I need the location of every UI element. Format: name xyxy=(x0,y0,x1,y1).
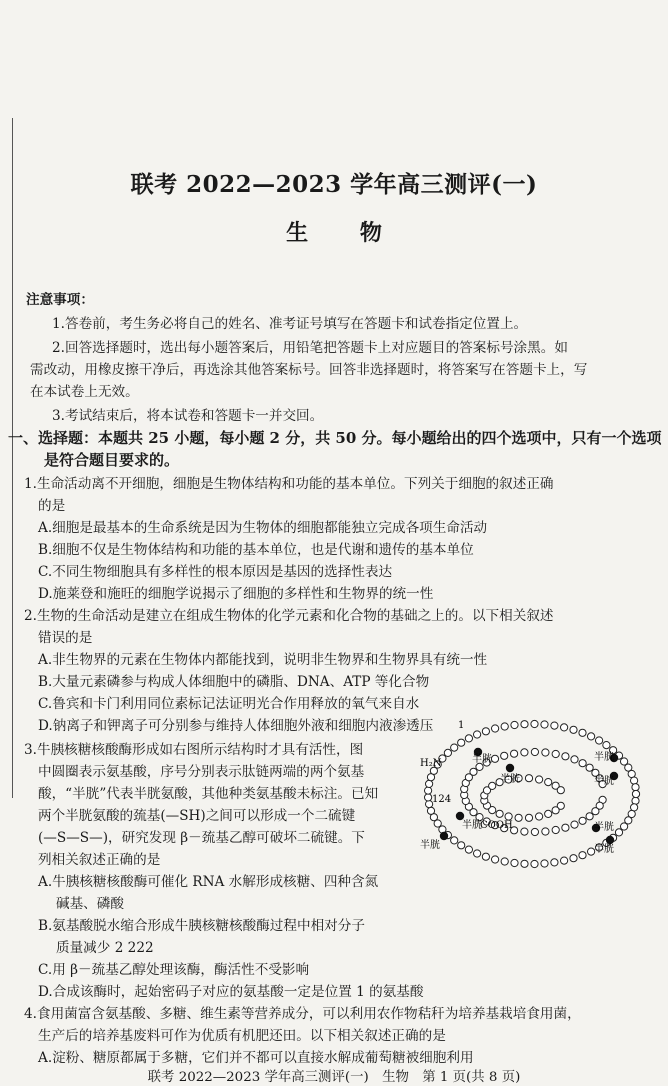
cysteine-marker xyxy=(440,832,448,840)
cysteine-marker xyxy=(506,764,514,772)
q1-stem-line-1: 1.生命活动离不开细胞，细胞是生物体结构和功能的基本单位。下列关于细胞的叙述正确 xyxy=(24,476,554,492)
amino-acid-bead xyxy=(511,721,518,728)
q3-option-a-line-1: A.牛胰核糖核酸酶可催化 RNA 水解形成核糖、四种含氮 xyxy=(38,874,379,890)
q2-stem-line-2: 错误的是 xyxy=(38,630,93,646)
amino-acid-bead xyxy=(588,733,595,740)
amino-acid-bead xyxy=(496,810,503,817)
amino-acid-bead xyxy=(451,744,458,751)
label-cys-1: 半胱 xyxy=(472,754,492,765)
label-cys-7: 半胱 xyxy=(420,840,440,851)
amino-acid-bead xyxy=(586,764,593,771)
note-item-1: 1.答卷前，考生务必将自己的姓名、准考证号填写在答题卡和试卷指定位置上。 xyxy=(52,316,528,332)
notes-heading: 注意事项： xyxy=(26,292,94,308)
q4-option-a: A.淀粉、糖原都属于多糖，它们并不都可以直接水解成葡萄糖被细胞利用 xyxy=(38,1050,474,1066)
amino-acid-bead xyxy=(474,850,481,857)
label-cys-3: 半胱 xyxy=(594,752,614,763)
amino-acid-bead xyxy=(632,790,639,797)
amino-acid-bead xyxy=(592,808,599,815)
amino-acid-bead xyxy=(465,735,472,742)
amino-acid-bead xyxy=(562,753,569,760)
amino-acid-bead xyxy=(531,748,538,755)
label-position-1: 1 xyxy=(458,720,465,731)
amino-acid-bead xyxy=(521,749,528,756)
amino-acid-bead xyxy=(474,731,481,738)
label-cys-2: 半胱 xyxy=(500,774,520,785)
q2-option-a: A.非生物界的元素在生物体内都能找到，说明非生物界和生物界具有统一性 xyxy=(38,652,488,668)
amino-acid-bead xyxy=(515,814,522,821)
subject-title: 生 物 xyxy=(286,220,404,246)
label-position-124: 124 xyxy=(432,794,452,805)
label-cooh: COOH xyxy=(480,820,513,831)
q1-option-a: A.细胞是最基本的生命系统是因为生物体的细胞都能独立完成各项生命活动 xyxy=(38,520,488,536)
amino-acid-bead xyxy=(451,837,458,844)
section-heading-line-1: 一、选择题：本题共 25 小题，每小题 2 分，共 50 分。每小题给出的四个选项中，只有一个选项 xyxy=(8,429,662,447)
amino-acid-bead xyxy=(482,853,489,860)
amino-acid-bead xyxy=(427,807,434,814)
amino-acid-bead xyxy=(470,768,477,775)
q1-option-b: B.细胞不仅是生物体结构和功能的基本单位，也是代谢和遗传的基本单位 xyxy=(38,542,474,558)
amino-acid-bead xyxy=(541,860,548,867)
amino-acid-bead xyxy=(536,813,543,820)
amino-acid-bead xyxy=(552,807,559,814)
amino-acid-bead xyxy=(458,842,465,849)
amino-acid-bead xyxy=(492,856,499,863)
amino-acid-bead xyxy=(521,828,528,835)
label-cys-5: 半胱 xyxy=(462,820,482,831)
amino-acid-bead xyxy=(570,855,577,862)
q3-stem-line-6: 列相关叙述正确的是 xyxy=(38,852,161,868)
amino-acid-bead xyxy=(631,777,638,784)
amino-acid-bead xyxy=(632,784,639,791)
amino-acid-bead xyxy=(542,749,549,756)
q3-option-a-line-2: 碱基、磷酸 xyxy=(56,896,124,912)
note-item-2-line-3: 在本试卷上无效。 xyxy=(30,384,139,400)
amino-acid-bead xyxy=(458,739,465,746)
label-cys-8: 半胱 xyxy=(594,844,614,855)
amino-acid-bead xyxy=(596,737,603,744)
amino-acid-bead xyxy=(545,810,552,817)
q3-option-c: C.用 β－巯基乙醇处理该酶，酶活性不受影响 xyxy=(38,962,310,978)
q1-stem-line-2: 的是 xyxy=(38,498,66,514)
amino-acid-bead xyxy=(531,720,538,727)
amino-acid-bead xyxy=(615,829,622,836)
amino-acid-bead xyxy=(551,859,558,866)
amino-acid-bead xyxy=(561,724,568,731)
amino-acid-bead xyxy=(521,721,528,728)
q2-option-c: C.鲁宾和卡门利用同位素标记法证明光合作用释放的氧气来自水 xyxy=(38,696,420,712)
q3-stem-line-3: 酸，“半胱”代表半胱氨酸，其他种类氨基酸未标注。已知 xyxy=(38,786,379,802)
label-cys-6: 半胱 xyxy=(594,822,614,833)
cysteine-marker xyxy=(606,836,614,844)
page-footer: 联考 2022—2023 学年高三测评(一) 生物 第 1 页(共 8 页) xyxy=(147,1070,521,1085)
amino-acid-bead xyxy=(552,826,559,833)
amino-acid-bead xyxy=(586,813,593,820)
amino-acid-bead xyxy=(501,752,508,759)
amino-acid-bead xyxy=(531,828,538,835)
note-item-2-line-2: 需改动，用橡皮擦干净后，再选涂其他答案标号。回答非选择题时，将答案写在答题卡上，写 xyxy=(30,362,588,378)
q3-option-b-line-2: 质量减少 2 222 xyxy=(56,940,154,956)
amino-acid-bead xyxy=(561,857,568,864)
amino-acid-bead xyxy=(425,787,432,794)
amino-acid-bead xyxy=(603,742,610,749)
amino-acid-bead xyxy=(552,750,559,757)
q4-stem-line-2: 生产后的培养基废料可作为优质有机肥还田。以下相关叙述正确的是 xyxy=(38,1028,446,1044)
amino-acid-bead xyxy=(492,725,499,732)
amino-acid-bead xyxy=(465,846,472,853)
label-h2n: H₂N xyxy=(420,758,442,769)
amino-acid-bead xyxy=(579,729,586,736)
amino-acid-bead xyxy=(579,852,586,859)
q3-option-d: D.合成该酶时，起始密码子对应的氨基酸一定是位置 1 的氨基酸 xyxy=(38,984,424,1000)
amino-acid-bead xyxy=(501,723,508,730)
amino-acid-bead xyxy=(570,726,577,733)
amino-acid-bead xyxy=(542,828,549,835)
amino-acid-bead xyxy=(521,860,528,867)
q3-stem-line-4: 两个半胱氨酸的巯基(—SH)之间可以形成一个二硫键 xyxy=(38,808,356,824)
q1-option-d: D.施莱登和施旺的细胞学说揭示了细胞的多样性和生物界的统一性 xyxy=(38,586,434,602)
q3-stem-line-5: (—S—S—)，研究发现 β－巯基乙醇可破坏二硫键。下 xyxy=(38,830,365,846)
exam-title: 联考 2022—2023 学年高三测评(一) xyxy=(130,171,538,198)
q3-stem-line-1: 3.牛胰核糖核酸酶形成如右图所示结构时才具有活性，图 xyxy=(24,742,364,758)
amino-acid-bead xyxy=(551,722,558,729)
amino-acid-bead xyxy=(562,824,569,831)
amino-acid-bead xyxy=(501,858,508,865)
amino-acid-bead xyxy=(579,817,586,824)
amino-acid-bead xyxy=(511,750,518,757)
enzyme-structure-figure xyxy=(414,712,650,874)
amino-acid-bead xyxy=(536,776,543,783)
amino-acid-bead xyxy=(557,787,564,794)
amino-acid-bead xyxy=(571,821,578,828)
amino-acid-bead xyxy=(491,755,498,762)
amino-acid-bead xyxy=(632,797,639,804)
q2-stem-line-1: 2.生物的生命活动是建立在组成生物体的化学元素和化合物的基础之上的。以下相关叙述 xyxy=(24,608,554,624)
amino-acid-bead xyxy=(444,749,451,756)
amino-acid-bead xyxy=(545,779,552,786)
q1-option-c: C.不同生物细胞具有多样性的根本原因是基因的选择性表达 xyxy=(38,564,393,580)
q2-option-b: B.大量元素磷参与构成人体细胞中的磷脂、DNA、ATP 等化合物 xyxy=(38,674,430,690)
amino-acid-bead xyxy=(426,780,433,787)
q3-option-b-line-1: B.氨基酸脱水缩合形成牛胰核糖核酸酶过程中相对分子 xyxy=(38,918,365,934)
note-item-3: 3.考试结束后，将本试卷和答题卡一并交回。 xyxy=(52,408,324,424)
q4-stem-line-1: 4.食用菌富含氨基酸、多糖、维生素等营养成分，可以利用农作物秸秆为培养基栽培食用菌， xyxy=(24,1006,581,1022)
q3-stem-line-2: 中圆圈表示氨基酸，序号分别表示肽链两端的两个氨基 xyxy=(38,764,365,780)
amino-acid-bead xyxy=(525,775,532,782)
amino-acid-bead xyxy=(571,756,578,763)
amino-acid-bead xyxy=(579,760,586,767)
amino-acid-bead xyxy=(621,823,628,830)
amino-acid-bead xyxy=(511,859,518,866)
amino-acid-bead xyxy=(525,814,532,821)
amino-acid-bead xyxy=(541,721,548,728)
amino-acid-bead xyxy=(425,794,432,801)
q2-option-d: D.钠离子和钾离子可分别参与维持人体细胞外液和细胞内液渗透压 xyxy=(38,718,434,734)
amino-acid-bead xyxy=(489,782,496,789)
note-item-2-line-1: 2.回答选择题时，选出每小题答案后，用铅笔把答题卡上对应题目的答案标号涂黑。如 xyxy=(52,340,568,356)
amino-acid-bead xyxy=(531,860,538,867)
cysteine-marker xyxy=(456,812,464,820)
section-heading-line-2: 是符合题目要求的。 xyxy=(44,451,180,469)
amino-acid-bead xyxy=(482,728,489,735)
label-cys-4: 半胱 xyxy=(594,776,614,787)
